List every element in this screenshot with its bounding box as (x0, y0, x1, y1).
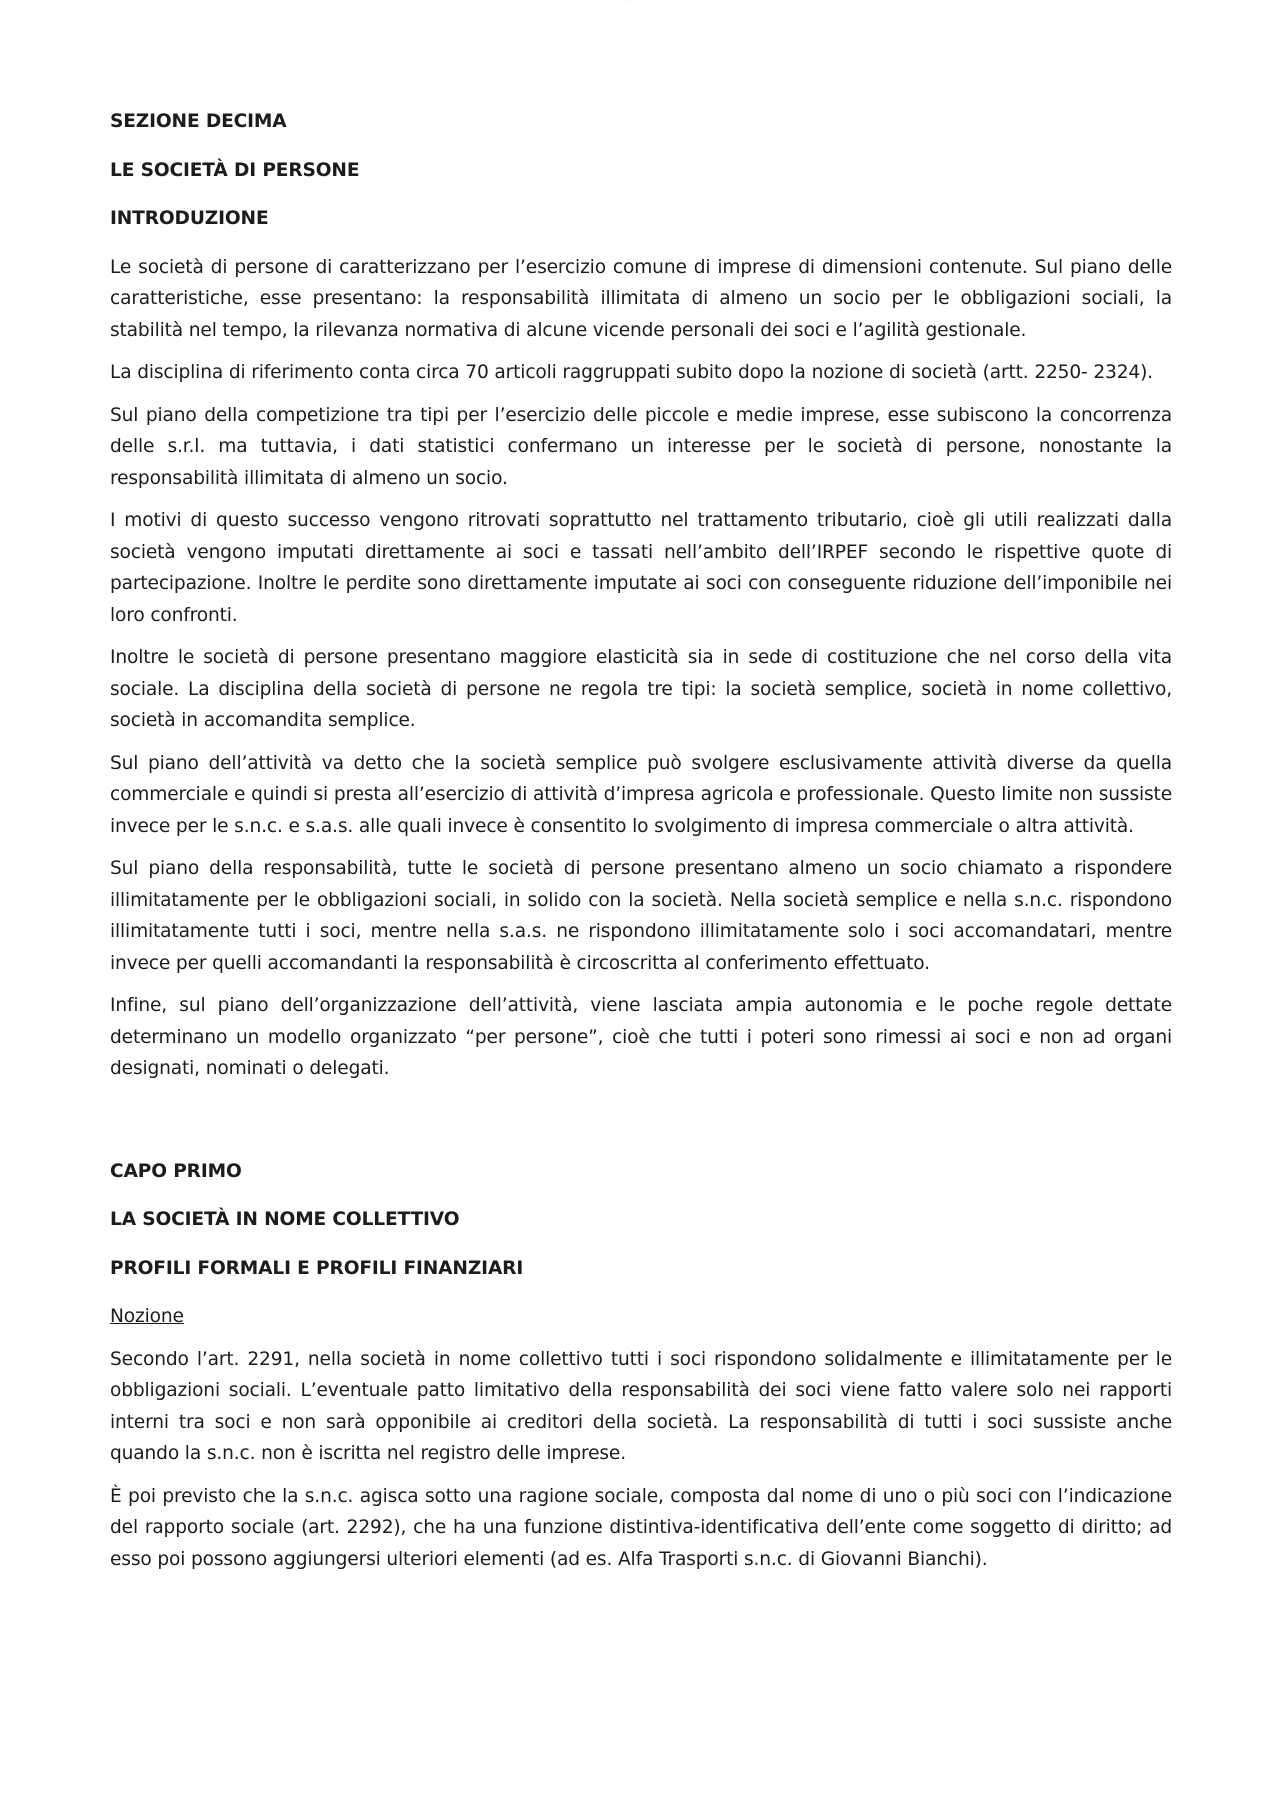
paragraph: Le società di persone di caratterizzano per l’esercizio comune di imprese di dimensioni contenute. Sul piano delle caratteristiche, esse presentano: la responsabilità illimitata di almeno un socio per le obbligazioni sociali, la stabilità nel tempo, la rilevanza normativa di alcune vicende personali dei soci e l’agilità gestionale. (110, 256, 1172, 341)
chapter-subtitle: LA SOCIETÀ IN NOME COLLETTIVO (110, 1209, 460, 1230)
paragraph: Infine, sul piano dell’organizzazione dell’attività, viene lasciata ampia autonomia e le poche regole dettate determinano un modello organizzato “per persone”, cioè che tutti i poteri sono rimessi ai soci e non ad organi designati, nominati o delegati. (110, 995, 1172, 1079)
paragraph: I motivi di questo successo vengono ritrovati soprattutto nel trattamento tributario, cioè gli utili realizzati dalla società vengono imputati direttamente ai soci e tassati nell’ambito dell’IRPEF secondo le rispettive quote di partecipazione. Inoltre le perdite sono direttamente imputate ai soci con conseguente riduzione dell’imponibile nei loro confronti. (110, 510, 1172, 626)
introduction-heading: INTRODUZIONE (110, 208, 269, 229)
subsection-heading-nozione: Nozione (110, 1306, 184, 1327)
paragraph: È poi previsto che la s.n.c. agisca sotto una ragione sociale, composta dal nome di uno o più soci con l’indicazione del rapporto sociale (art. 2292), che ha una funzione distintiva-identificativa dell’ente come soggetto di diritto; ad esso poi possono aggiungersi ulteriori elementi (ad es. Alfa Trasporti s.n.c. di Giovanni Bianchi). (110, 1485, 1172, 1570)
section-title: SEZIONE DECIMA (110, 111, 287, 132)
paragraph: Sul piano della competizione tra tipi per l’esercizio delle piccole e medie imprese, esse subiscono la concorrenza delle s.r.l. ma tuttavia, i dati statistici confermano un interesse per le società di persone, nonostante la responsabilità illimitata di almeno un socio. (110, 404, 1172, 489)
paragraph: Inoltre le società di persone presentano maggiore elasticità sia in sede di costituzione che nel corso della vita sociale. La disciplina della società di persone ne regola tre tipi: la società semplice, società in nome collettivo, società in accomandita semplice. (110, 647, 1172, 731)
paragraph: Sul piano della responsabilità, tutte le società di persone presentano almeno un socio chiamato a rispondere illimitatamente per le obbligazioni sociali, in solido con la società. Nella società semplice e nella s.n.c. rispondono illimitatamente tutti i soci, mentre nella s.a.s. ne rispondono illimitatamente solo i soci accomandatari, mentre invece per quelli accomandanti la responsabilità è circoscritta al conferimento effettuato. (110, 858, 1172, 974)
chapter-topic-heading: PROFILI FORMALI E PROFILI FINANZIARI (110, 1257, 524, 1279)
paragraph: Secondo l’art. 2291, nella società in nome collettivo tutti i soci rispondono solidalmente e illimitatamente per le obbligazioni sociali. L’eventuale patto limitativo della responsabilità dei soci viene fatto valere solo nei rapporti interni tra soci e non sarà opponibile ai creditori della società. La responsabilità di tutti i soci sussiste anche quando la s.n.c. non è iscritta nel registro delle imprese. (110, 1348, 1172, 1464)
paragraph: La disciplina di riferimento conta circa 70 articoli raggruppati subito dopo la nozione di società (artt. 2250- 2324). (110, 362, 1153, 383)
document-body (110, 106, 1172, 1586)
paragraph: Sul piano dell’attività va detto che la società semplice può svolgere esclusivamente attività diverse da quella commerciale e quindi si presta all’esercizio di attività d’impresa agricola e professionale. Questo limite non sussiste invece per le s.n.c. e s.a.s. alle quali invece è consentito lo svolgimento di impresa commerciale o altra attività. (110, 752, 1172, 837)
section-spacer (110, 1096, 1172, 1156)
page-header-mark: —— (624, 0, 628, 2)
section-subtitle: LE SOCIETÀ DI PERSONE (110, 159, 360, 181)
chapter-title: CAPO PRIMO (110, 1160, 242, 1182)
